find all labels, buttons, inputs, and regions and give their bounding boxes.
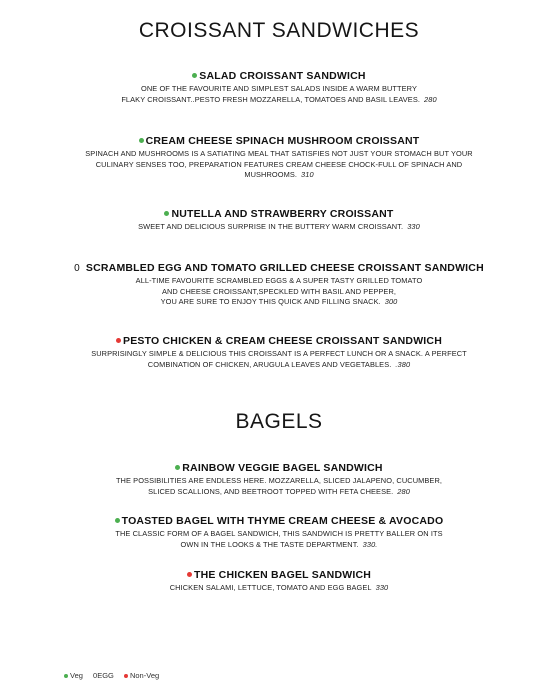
description-line: SURPRISINGLY SIMPLE & DELICIOUS THIS CROISSANT IS A PERFECT LUNCH OR A SNACK. A PERFECT (91, 349, 467, 358)
item-price: 280 (424, 94, 437, 104)
menu-item (0, 208, 558, 233)
item-title (0, 208, 558, 221)
item-name: THE CHICKEN BAGEL SANDWICH (193, 569, 372, 581)
menu-item (0, 462, 558, 497)
item-description (0, 222, 558, 233)
veg-dot-icon (115, 518, 120, 523)
description-text: OWN IN THE LOOKS & THE TASTE DEPARTMENT. (180, 539, 359, 549)
description-line (0, 297, 558, 308)
item-price: .380 (395, 359, 411, 369)
description-line: THE CLASSIC FORM OF A BAGEL SANDWICH, THIS SANDWICH IS PRETTY BALLER ON ITS (115, 529, 443, 538)
item-description (0, 349, 558, 370)
item-name: SCRAMBLED EGG AND TOMATO GRILLED CHEESE CROISSANT SANDWICH (85, 262, 484, 274)
legend-egg-label: EGG (97, 671, 114, 680)
item-name: RAINBOW VEGGIE BAGEL SANDWICH (182, 462, 383, 474)
veg-dot-icon (175, 465, 180, 470)
menu-item (0, 335, 558, 370)
item-price: 280 (397, 486, 410, 496)
item-title (0, 515, 558, 528)
item-description (0, 276, 558, 308)
veg-dot-icon (64, 674, 68, 678)
description-line: ONE OF THE FAVOURITE AND SIMPLEST SALADS INSIDE A WARM BUTTERY (140, 84, 417, 93)
veg-dot-icon (139, 138, 144, 143)
egg-icon: 0 (93, 671, 98, 680)
item-title (0, 569, 558, 582)
description-line: SPINACH AND MUSHROOMS IS A SATIATING MEAL THAT SATISFIES NOT JUST YOUR STOMACH BUT YOUR (85, 149, 473, 158)
diet-legend (64, 671, 167, 680)
legend-non-veg-label: Non-Veg (129, 671, 160, 680)
menu-item (0, 515, 558, 550)
description-line: THE POSSIBILITIES ARE ENDLESS HERE. MOZZARELLA, SLICED JALAPENO, CUCUMBER, (115, 476, 443, 485)
item-name: CREAM CHEESE SPINACH MUSHROOM CROISSANT (145, 135, 420, 147)
item-name: SALAD CROISSANT SANDWICH (199, 70, 366, 82)
non-veg-dot-icon (187, 572, 192, 577)
veg-dot-icon (164, 211, 169, 216)
legend-egg (93, 671, 114, 680)
description-text: FLAKY CROISSANT..PESTO FRESH MOZZARELLA, TOMATOES AND BASIL LEAVES. (121, 94, 421, 104)
description-line (0, 487, 558, 498)
item-price: 310 (301, 170, 314, 180)
item-description (0, 149, 558, 181)
non-veg-dot-icon (116, 338, 121, 343)
item-name: PESTO CHICKEN & CREAM CHEESE CROISSANT SANDWICH (123, 335, 442, 347)
item-description (0, 84, 558, 105)
description-line (0, 540, 558, 551)
description-line (0, 95, 558, 106)
menu-item (0, 135, 558, 181)
item-name: NUTELLA AND STRAWBERRY CROISSANT (171, 208, 394, 220)
legend-non-veg (124, 671, 159, 680)
menu-item (0, 262, 558, 308)
section-title-bagels: BAGELS (235, 410, 323, 433)
description-line: ALL-TIME FAVOURITE SCRAMBLED EGGS & A SUPER TASTY GRILLED TOMATO (135, 276, 423, 285)
description-text: SLICED SCALLIONS, AND BEETROOT TOPPED WITH FETA CHEESE. (148, 486, 394, 496)
section-title-croissant-sandwiches: CROISSANT SANDWICHES (138, 19, 420, 42)
item-name: TOASTED BAGEL WITH THYME CREAM CHEESE & AVOCADO (121, 515, 444, 527)
menu-item (0, 569, 558, 594)
veg-dot-icon (192, 73, 197, 78)
item-title (0, 135, 558, 148)
description-text: COMBINATION OF CHICKEN, ARUGULA LEAVES AND VEGETABLES. (147, 359, 392, 369)
description-text: YOU ARE SURE TO ENJOY THIS QUICK AND FILLING SNACK. (160, 297, 381, 307)
legend-veg (64, 671, 83, 680)
egg-icon: 0 (74, 263, 80, 274)
description-text: CHICKEN SALAMI, LETTUCE, TOMATO AND EGG BAGEL (169, 583, 372, 592)
item-description (0, 583, 558, 594)
description-line: AND CHEESE CROISSANT,SPECKLED WITH BASIL AND PEPPER, (161, 286, 397, 296)
item-description (0, 529, 558, 550)
item-price: 300 (384, 297, 398, 307)
item-title (0, 335, 558, 348)
description-line (0, 170, 558, 181)
menu-item (0, 70, 558, 105)
description-text: SWEET AND DELICIOUS SURPRISE IN THE BUTTERY WARM CROISSANT. (138, 222, 404, 231)
legend-veg-label: Veg (70, 671, 83, 680)
description-line: CULINARY SENSES TOO, PREPARATION FEATURES CREAM CHEESE CHOCK-FULL OF SPINACH AND (95, 159, 463, 169)
description-line (0, 360, 558, 371)
item-title (0, 262, 558, 275)
item-description (0, 476, 558, 497)
item-title (0, 462, 558, 475)
non-veg-dot-icon (124, 674, 128, 678)
item-price: 330 (407, 222, 420, 231)
description-text: MUSHROOMS. (244, 170, 298, 180)
item-price: 330 (375, 583, 389, 592)
description-line (0, 583, 558, 594)
item-title (0, 70, 558, 83)
item-price: 330. (362, 539, 378, 549)
description-line (0, 222, 558, 233)
